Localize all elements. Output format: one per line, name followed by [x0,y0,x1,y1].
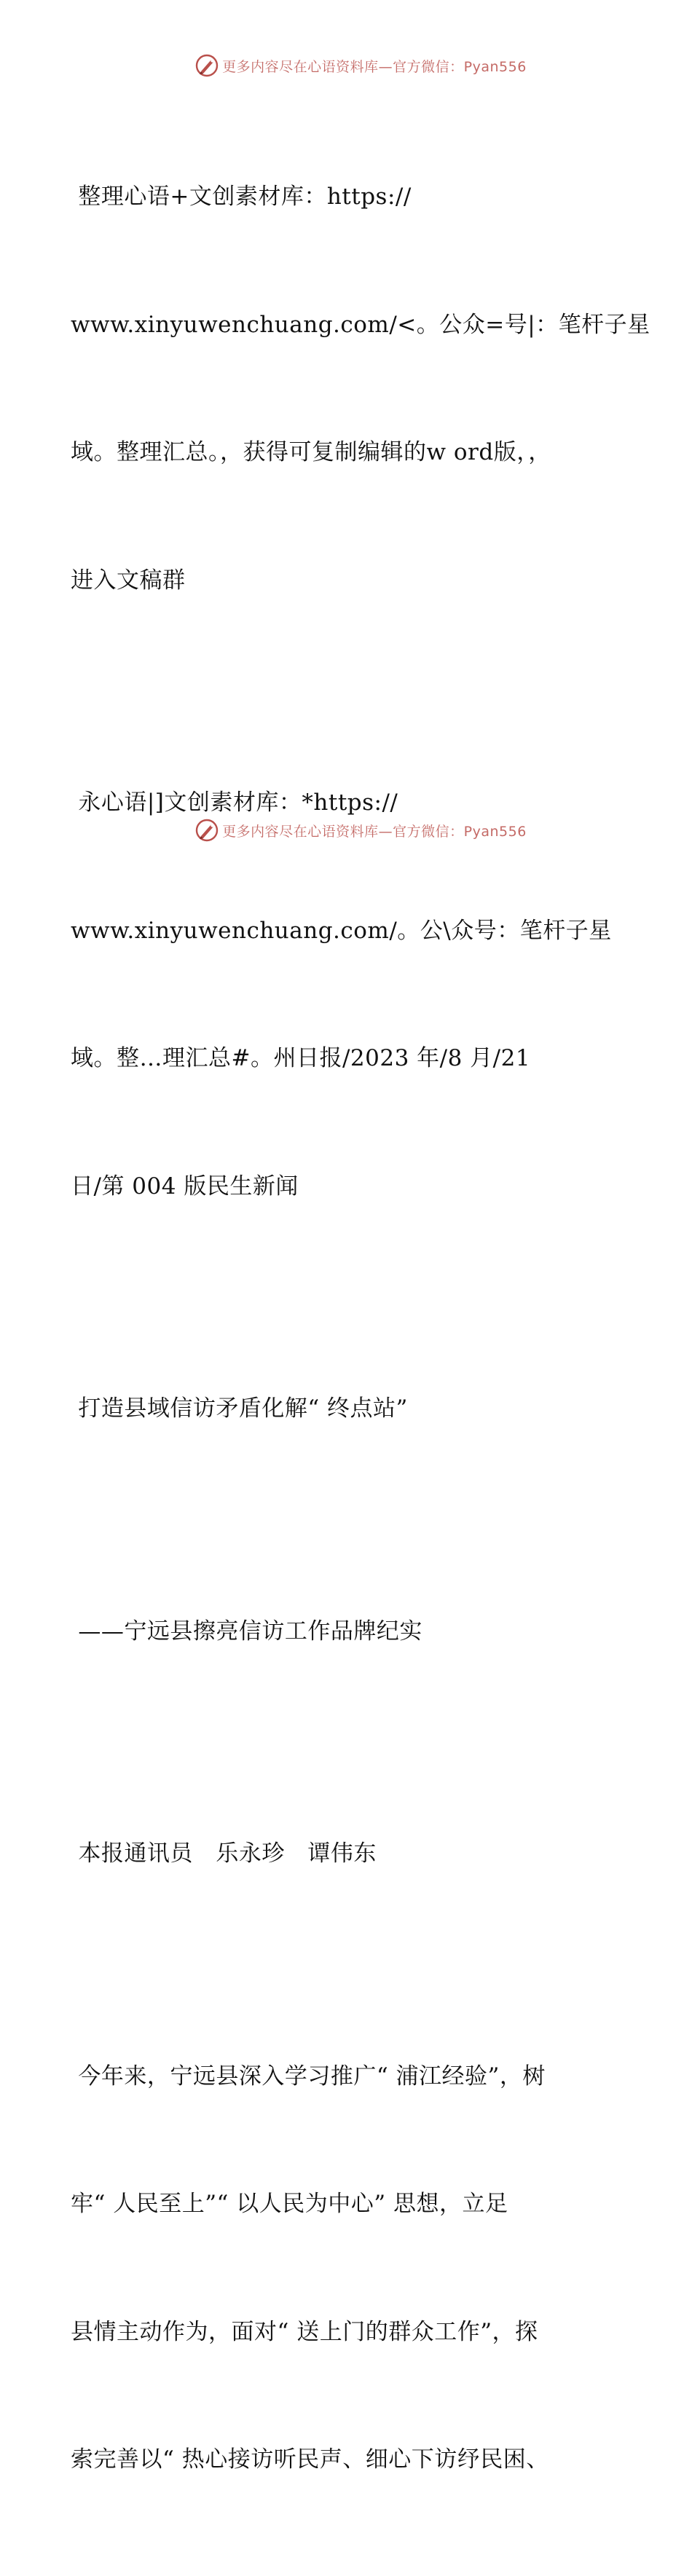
text-line: 域。整理汇总。，获得可复制编辑的w ord版，， [71,439,551,465]
text-line: 今年来，宁远县深入学习推广“ 浦江经验”，树 [71,2063,546,2089]
footer-banner-content [194,818,527,843]
header-banner [0,51,692,80]
footer-banner-text: 更多内容尽在心语资料库—官方微信：Pyan556 [222,823,527,840]
footer-banner [0,816,692,845]
text-line: 牢“ 人民至上”“ 以人民为中心” 思想，立足 [71,2191,508,2217]
text-line: www.xinyuwenchuang.com/<。公众=号|：笔杆子星 [71,311,650,338]
article-subtitle [71,1525,624,1738]
text-line: ——宁远县擦亮信访工作品牌纪实 [71,1618,422,1645]
text-line: 域。整…理汇总#。州日报/2023 年/8 月/21 [71,1045,531,1071]
text-line: 整理心语+文创素材库：https:// [71,184,412,210]
paragraph-source-note-1 [71,90,650,687]
text-line: 县情主动作为，面对“ 送上门的群众工作”，探 [71,2318,538,2345]
pen-circle-logo-icon [194,53,219,78]
text-line: 本报通讯员 乐永珍 谭伟东 [71,1840,377,1867]
text-line: 永心语|]文创素材库：*https:// [71,789,398,816]
document-body [71,90,650,2576]
header-banner-text: 更多内容尽在心语资料库—官方微信：Pyan556 [222,58,527,75]
paragraph-source-note-2 [71,696,624,1293]
article-body-paragraph [71,1970,624,2567]
text-line: www.xinyuwenchuang.com/。公\众号：笔杆子星 [71,917,612,944]
text-line: 索完善以“ 热心接访听民声、细心下访纾民困、 [71,2446,549,2473]
pen-circle-logo-icon [194,818,219,843]
text-line: 进入文稿群 [71,567,186,594]
header-banner-content [194,53,527,78]
article-byline [71,1747,624,1961]
article-title [71,1302,624,1516]
text-line: 日/第 004 版民生新闻 [71,1173,299,1200]
text-line: 打造县域信访矛盾化解“ 终点站” [71,1395,408,1422]
